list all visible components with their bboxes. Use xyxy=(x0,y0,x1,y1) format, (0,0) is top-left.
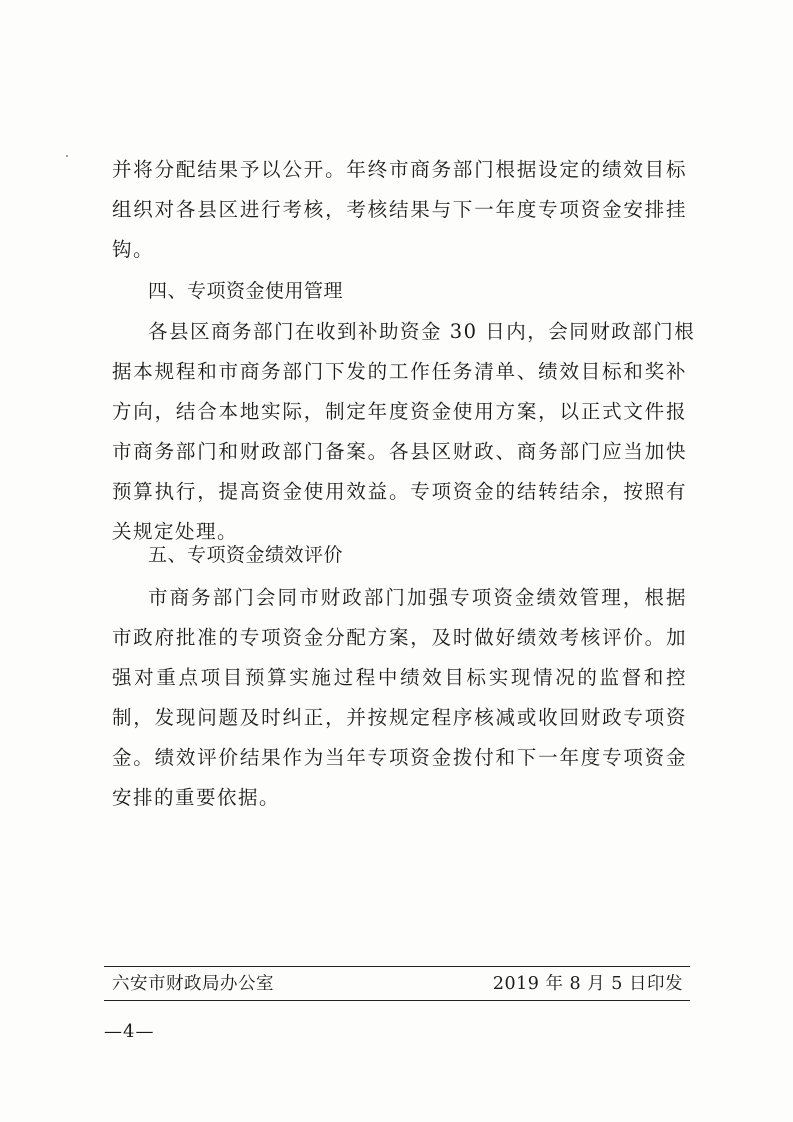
paragraph-line: 安排的重要依据。 xyxy=(112,786,281,809)
issuing-office: 六安市财政局办公室 xyxy=(112,974,274,994)
paragraph-line: 钩。 xyxy=(112,238,155,261)
paragraph-line: 据本规程和市商务部门下发的工作任务清单、绩效目标和奖补 xyxy=(112,360,687,383)
paragraph-line: 方向，结合本地实际，制定年度资金使用方案，以正式文件报 xyxy=(112,400,687,423)
paragraph-line: 关规定处理。 xyxy=(112,520,239,543)
paragraph-line: 组织对各县区进行考核，考核结果与下一年度专项资金安排挂 xyxy=(112,198,687,221)
section-heading-4: 四、专项资金使用管理 xyxy=(148,280,344,302)
scan-speck xyxy=(66,155,68,157)
paragraph-line: 强对重点项目预算实施过程中绩效目标实现情况的监督和控 xyxy=(112,666,687,689)
paragraph-line: 金。绩效评价结果作为当年专项资金拨付和下一年度专项资金 xyxy=(112,746,687,769)
paragraph-line: 并将分配结果予以公开。年终市商务部门根据设定的绩效目标 xyxy=(112,158,687,181)
paragraph-line: 市商务部门和财政部门备案。各县区财政、商务部门应当加快 xyxy=(112,440,687,463)
section-heading-5: 五、专项资金绩效评价 xyxy=(148,544,344,566)
issue-date: 2019 年 8 月 5 日印发 xyxy=(492,974,683,994)
paragraph-line: 制，发现问题及时纠正，并按规定程序核减或收回财政专项资 xyxy=(112,706,687,729)
footer-bottom-rule xyxy=(104,1000,690,1001)
paragraph-line: 市商务部门会同市财政部门加强专项资金绩效管理，根据 xyxy=(148,586,687,609)
footer-top-rule xyxy=(104,966,690,967)
paragraph-line: 市政府批准的专项资金分配方案，及时做好绩效考核评价。加 xyxy=(112,626,687,649)
page-number: —4— xyxy=(104,1021,155,1042)
paragraph-line: 各县区商务部门在收到补助资金 30 日内，会同财政部门根 xyxy=(148,320,696,343)
paragraph-line: 预算执行，提高资金使用效益。专项资金的结转结余，按照有 xyxy=(112,480,687,503)
